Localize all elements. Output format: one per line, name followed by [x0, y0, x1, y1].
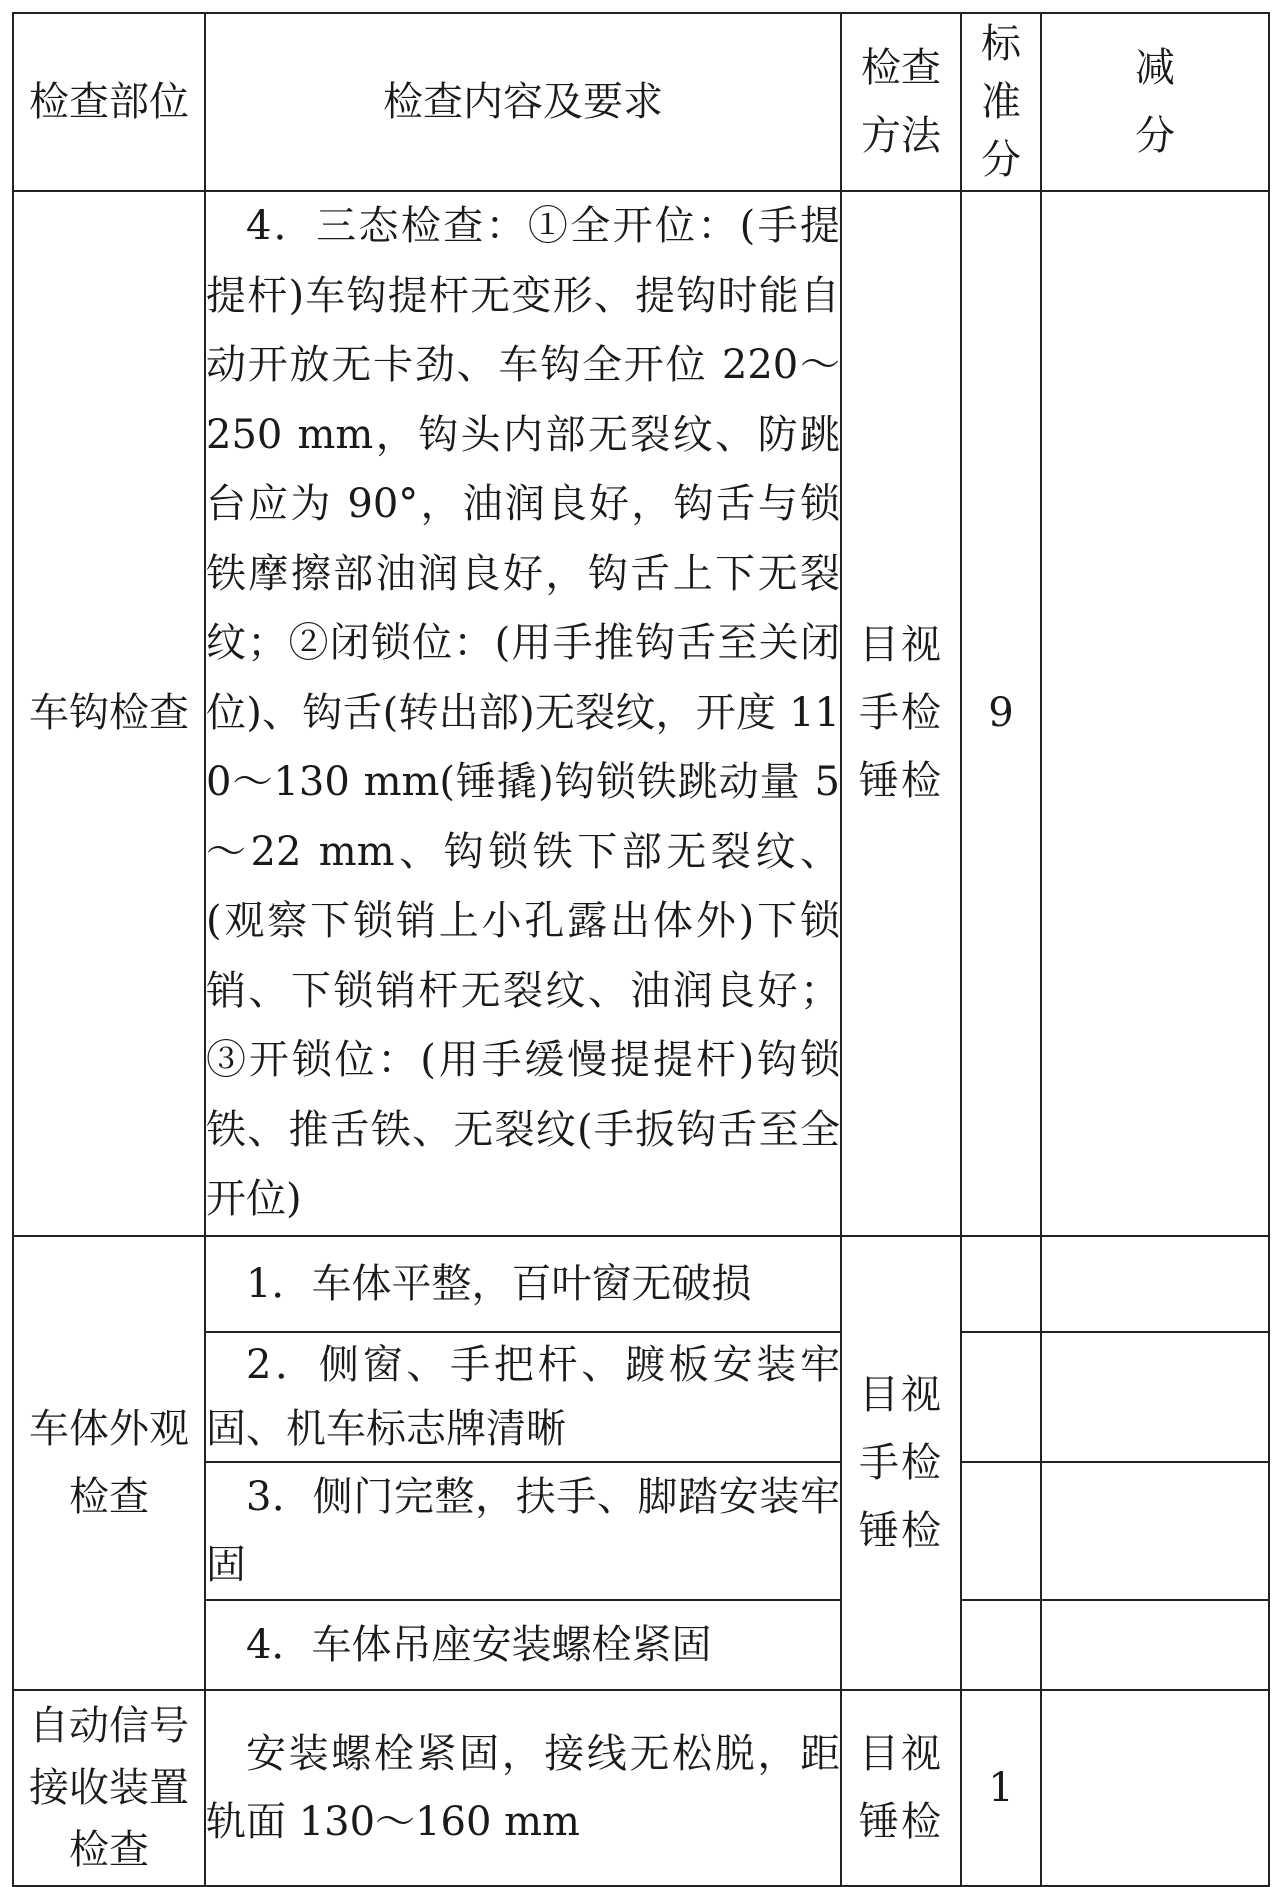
standard-score [961, 1332, 1041, 1462]
table-row [13, 191, 1269, 1236]
header-part: 检查部位 [13, 13, 205, 191]
header-method: 检查 方法 [841, 13, 961, 191]
standard-score: 9 [961, 191, 1041, 1236]
deduction-cell [1041, 1462, 1269, 1600]
deduction-cell [1041, 191, 1269, 1236]
header-content: 检查内容及要求 [205, 13, 841, 191]
inspection-method: 目视 锤检 [841, 1690, 961, 1886]
inspection-part: 车钩检查 [13, 191, 205, 1236]
inspection-content: 4．车体吊座安装螺栓紧固 [205, 1600, 841, 1690]
inspection-content: 安装螺栓紧固，接线无松脱，距轨面 130～160 mm [205, 1690, 841, 1886]
inspection-content: 4．三态检查：①全开位：(手提提杆)车钩提杆无变形、提钩时能自动开放无卡劲、车钩全开位 220～250 mm，钩头内部无裂纹、防跳台应为 90°，油润良好，钩舌与锁铁摩擦部油润良好，钩舌上下无裂纹；②闭锁位：(用手推钩舌至关闭位)、钩舌(转出部)无裂纹，开度 110～130 mm(锤撬)钩锁铁跳动量 5～22 mm、钩锁铁下部无裂纹、(观察下锁销上小孔露出体外)下锁销、下锁销杆无裂纹、油润良好；③开锁位：(用手缓慢提提杆)钩锁铁、推舌铁、无裂纹(手扳钩舌至全开位) [205, 191, 841, 1236]
inspection-method: 目视 手检 锤检 [841, 1236, 961, 1690]
header-standard-score: 标 准 分 [961, 13, 1041, 191]
inspection-content: 1．车体平整，百叶窗无破损 [205, 1236, 841, 1332]
inspection-part: 自动信号 接收装置 检查 [13, 1690, 205, 1886]
inspection-table [12, 12, 1270, 1887]
inspection-content: 3．侧门完整，扶手、脚踏安装牢固 [205, 1462, 841, 1600]
standard-score [961, 1600, 1041, 1690]
header-row [13, 13, 1269, 191]
inspection-content: 2．侧窗、手把杆、踱板安装牢固、机车标志牌清晰 [205, 1332, 841, 1462]
standard-score [961, 1462, 1041, 1600]
deduction-cell [1041, 1690, 1269, 1886]
deduction-cell [1041, 1332, 1269, 1462]
table-row [13, 1690, 1269, 1886]
deduction-cell [1041, 1600, 1269, 1690]
inspection-part: 车体外观 检查 [13, 1236, 205, 1690]
standard-score [961, 1236, 1041, 1332]
table-row [13, 1236, 1269, 1332]
header-deduction: 减 分 [1041, 13, 1269, 191]
deduction-cell [1041, 1236, 1269, 1332]
inspection-method: 目视 手检 锤检 [841, 191, 961, 1236]
standard-score: 1 [961, 1690, 1041, 1886]
